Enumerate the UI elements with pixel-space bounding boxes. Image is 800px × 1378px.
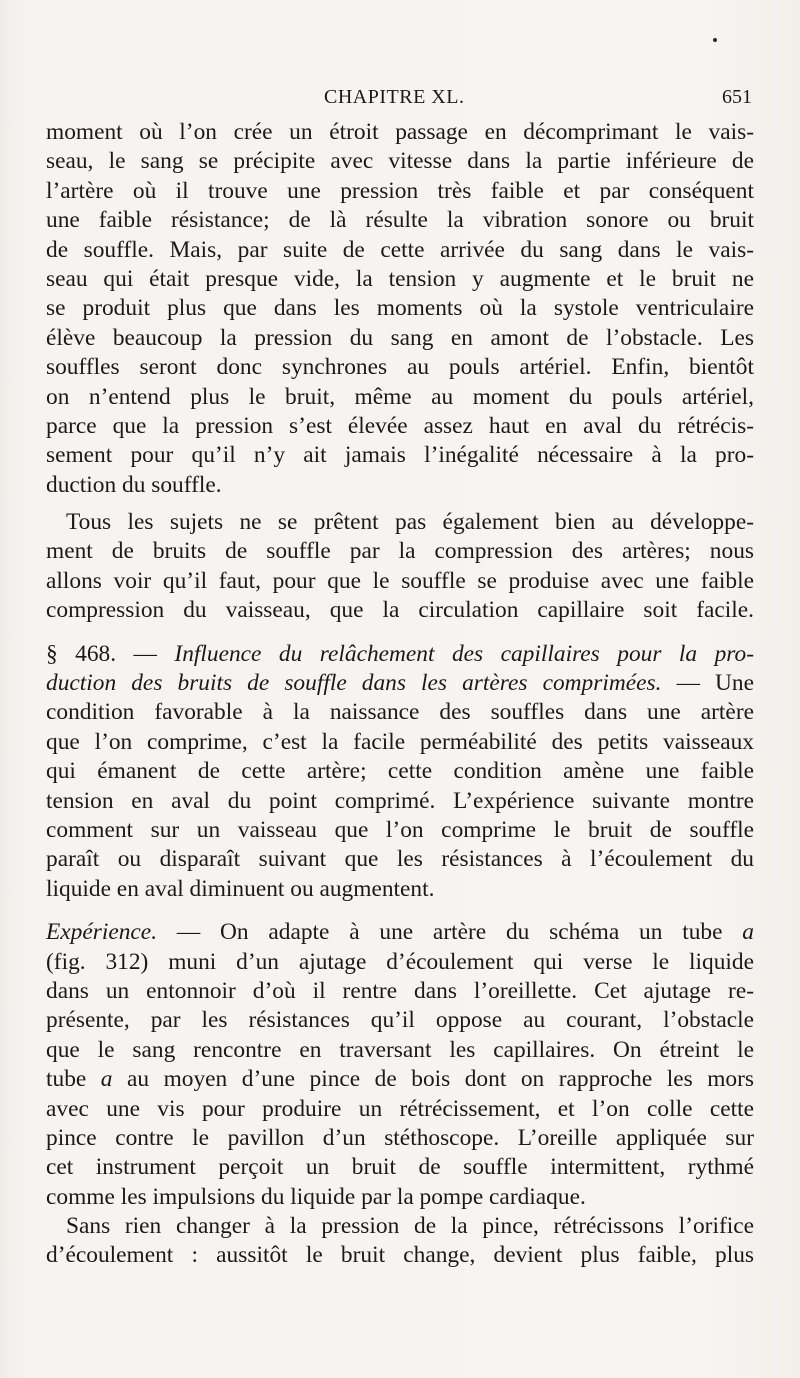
text-line: compression du vaisseau, que la circulation capillaire soit facile. bbox=[46, 597, 754, 624]
text-line: l’artère où il trouve une pression très faible et par conséquent bbox=[46, 177, 754, 204]
experiment-paragraph bbox=[46, 918, 754, 1212]
text-line: allons voir qu’il faut, pour que le souffle se produise avec une faible bbox=[46, 567, 754, 594]
text-line: paraît ou disparaît suivant que les résistances à l’écoulement du bbox=[46, 846, 754, 873]
text-line: seau, le sang se précipite avec vitesse dans la partie inférieure de bbox=[46, 148, 754, 175]
text-line: de souffle. Mais, par suite de cette arrivée du sang dans le vais- bbox=[46, 236, 754, 263]
text-line: souffles seront donc synchrones au pouls artériel. Enfin, bientôt bbox=[46, 354, 754, 381]
text-line: on n’entend plus le bruit, même au moment du pouls artériel, bbox=[46, 383, 754, 410]
text-line: moment où l’on crée un étroit passage en décomprimant le vais- bbox=[46, 119, 754, 145]
paragraph bbox=[46, 508, 754, 626]
text-fragment: — On adapte à une artère du schéma un tube bbox=[176, 919, 723, 946]
text-line: (fig. 312) muni d’un ajutage d’écoulement qui verse le liquide bbox=[46, 948, 754, 975]
variable: a bbox=[100, 1066, 113, 1093]
text-fragment: — Une bbox=[676, 670, 755, 697]
text-line: comment sur un vaisseau que l’on comprime le bruit de souffle bbox=[46, 816, 754, 843]
text-line: condition favorable à la naissance des souffles dans une artère bbox=[46, 699, 754, 726]
section-title: duction des bruits de souffle dans les artères comprimées. bbox=[46, 670, 662, 697]
text-line bbox=[46, 1065, 754, 1094]
text-line bbox=[46, 918, 754, 947]
text-line: Tous les sujets ne se prêtent pas également bien au développe- bbox=[66, 509, 754, 536]
text-line: avec une vis pour produire un rétrécissement, et l’on colle cette bbox=[46, 1095, 754, 1122]
text-fragment: au moyen d’une pince de bois dont on rapproche les mors bbox=[127, 1066, 754, 1093]
variable: a bbox=[742, 919, 754, 946]
text-line: ment de bruits de souffle par la compression des artères; nous bbox=[46, 538, 754, 565]
text-line: dans un entonnoir d’où il rentre dans l’oreillette. Cet ajutage re- bbox=[46, 977, 754, 1004]
section-heading-line bbox=[46, 669, 754, 698]
text-line: que le sang rencontre en traversant les capillaires. On étreint le bbox=[46, 1036, 754, 1063]
section-468 bbox=[46, 640, 754, 905]
text-line: liquide en aval diminuent ou augmentent. bbox=[46, 875, 435, 902]
page-number: 651 bbox=[722, 86, 752, 108]
ink-speck bbox=[713, 38, 717, 42]
text-line: sement pour qu’il n’y ait jamais l’inégalité nécessaire à la pro- bbox=[46, 442, 754, 469]
running-head: CHAPITRE XL. bbox=[324, 86, 465, 108]
text-fragment: tube bbox=[46, 1066, 87, 1093]
text-line: que l’on comprime, c’est la facile perméabilité des petits vaisseaux bbox=[46, 728, 754, 755]
section-number: § 468. — bbox=[46, 640, 157, 667]
text-line: qui émanent de cette artère; cette condition amène une faible bbox=[46, 758, 754, 785]
page-header bbox=[46, 86, 752, 116]
paragraph-continuation bbox=[46, 118, 754, 500]
text-line: tension en aval du point comprimé. L’expérience suivante montre bbox=[46, 787, 754, 814]
text-line: comme les impulsions du liquide par la pompe cardiaque. bbox=[46, 1183, 586, 1210]
text-line: se produit plus que dans les moments où la systole ventriculaire bbox=[46, 295, 754, 322]
text-line: une faible résistance; de là résulte la vibration sonore ou bruit bbox=[46, 207, 754, 234]
text-line: parce que la pression s’est élevée assez haut en aval du rétrécis- bbox=[46, 412, 754, 439]
paragraph bbox=[46, 1212, 754, 1271]
text-line: cet instrument perçoit un bruit de souffle intermittent, rythmé bbox=[46, 1154, 754, 1181]
body-text bbox=[46, 118, 754, 1271]
text-line: présente, par les résistances qu’il oppose au courant, l’obstacle bbox=[46, 1007, 754, 1034]
section-title: Influence du relâchement des capillaires pour la pro- bbox=[174, 640, 754, 667]
text-line: élève beaucoup la pression du sang en amont de l’obstacle. Les bbox=[46, 324, 754, 351]
text-line: pince contre le pavillon d’un stéthoscope. L’oreille appliquée sur bbox=[46, 1124, 754, 1151]
experiment-label: Expérience. bbox=[46, 919, 158, 946]
text-line: seau qui était presque vide, la tension y augmente et le bruit ne bbox=[46, 265, 754, 292]
section-heading-line bbox=[46, 640, 754, 669]
text-line: Sans rien changer à la pression de la pince, rétrécissons l’orifice bbox=[66, 1213, 754, 1240]
text-line: d’écoulement : aussitôt le bruit change, devient plus faible, plus bbox=[46, 1242, 754, 1269]
text-line: duction du souffle. bbox=[46, 471, 222, 498]
